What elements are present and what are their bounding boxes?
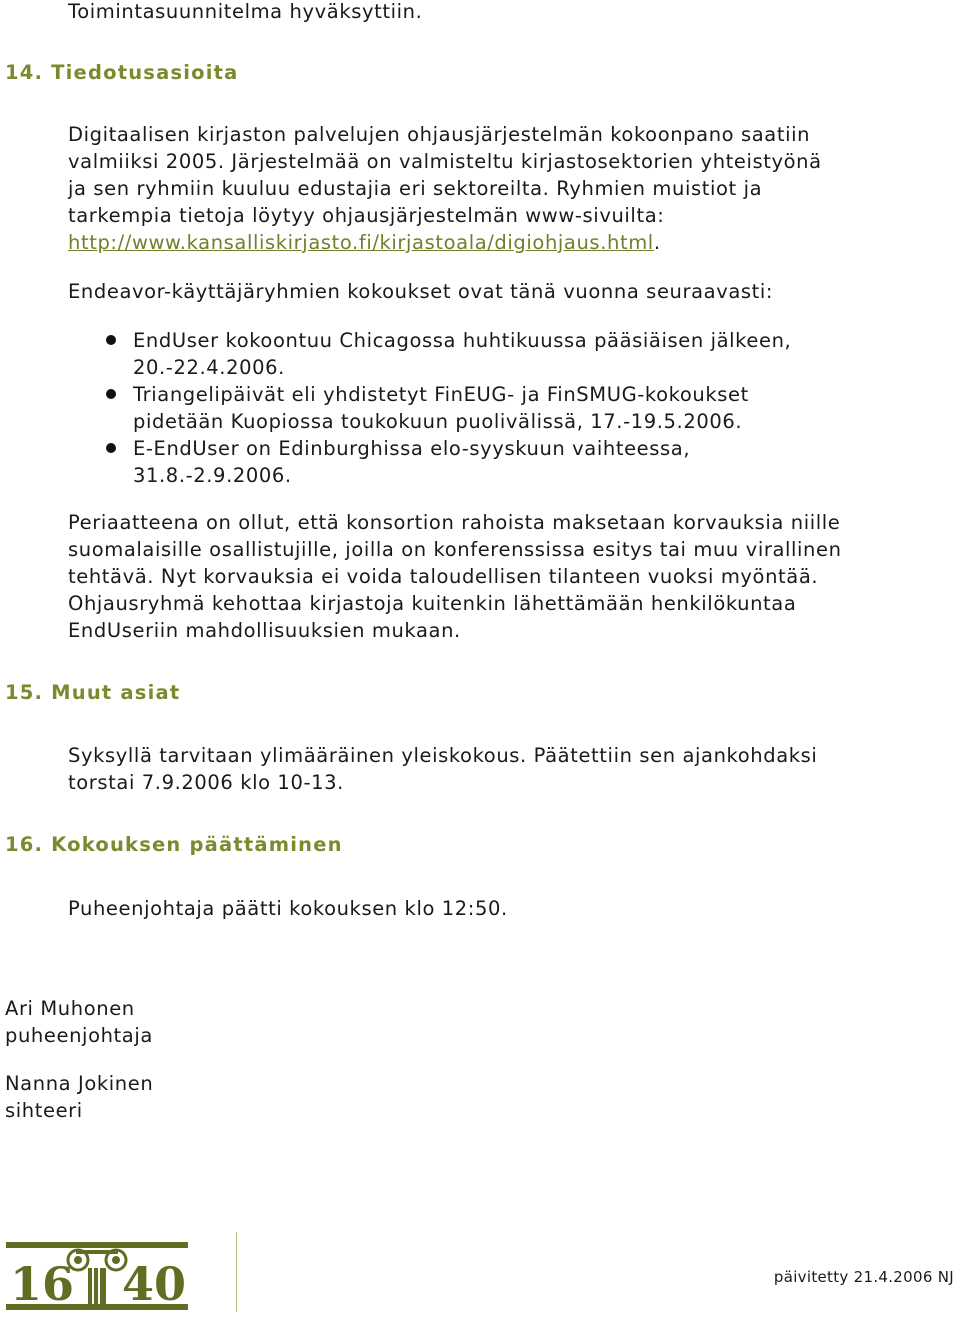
list-item [133,435,791,489]
signature-role: sihteeri [5,1099,83,1122]
list-item [133,381,791,435]
paragraph-line: valmiiksi 2005. Järjestelmää on valmisteltu kirjastosektorien yhteistyönä [68,150,822,173]
list-item [133,327,791,381]
footer-divider [236,1232,237,1312]
footer-logo [6,1238,188,1312]
section-16-heading: 16. Kokouksen päättäminen [5,833,343,856]
paragraph-line: Puheenjohtaja päätti kokouksen klo 12:50. [68,897,508,920]
meeting-bullet-list [133,327,791,489]
section-14-heading: 14. Tiedotusasioita [5,61,239,84]
paragraph-line: EndUseriin mahdollisuuksien mukaan. [68,619,461,642]
bullet-icon [106,389,116,399]
link-suffix: . [653,231,661,254]
section-15-heading: 15. Muut asiat [5,681,181,704]
paragraph-line: Periaatteena on ollut, että konsortion rahoista maksetaan korvauksia niille [68,511,841,534]
section-14-paragraph-2: Endeavor-käyttäjäryhmien kokoukset ovat tänä vuonna seuraavasti: [68,280,774,303]
bullet-line: EndUser kokoontuu Chicagossa huhtikuussa pääsiäisen jälkeen, [133,329,792,352]
paragraph-line: suomalaisille osallistujille, joilla on konferenssissa esitys tai muu virallinen [68,538,842,561]
paragraph-line: tarkempia tietoja löytyy ohjausjärjestelmän www-sivuilta: [68,204,665,227]
digiohjaus-link[interactable]: http://www.kansalliskirjasto.fi/kirjastoala/digiohjaus.html [68,231,654,254]
top-continuation-text: Toimintasuunnitelma hyväksyttiin. [68,0,423,23]
signature-chair [5,995,153,1049]
footer-updated-text: päivitetty 21.4.2006 NJ [773,1268,954,1286]
svg-text:16: 16 [10,1257,75,1311]
paragraph-line: torstai 7.9.2006 klo 10-13. [68,771,344,794]
svg-text:40: 40 [122,1257,187,1311]
signature-role: puheenjohtaja [5,1024,153,1047]
bullet-line: 31.8.-2.9.2006. [133,464,292,487]
bullet-line: pidetään Kuopiossa toukokuun puolivälissä, 17.-19.5.2006. [133,410,743,433]
signature-name: Ari Muhonen [5,997,135,1020]
section-16-paragraph [68,895,508,922]
signature-secretary [5,1070,153,1124]
paragraph-line: Syksyllä tarvitaan ylimääräinen yleiskokous. Päätettiin sen ajankohdaksi [68,744,818,767]
paragraph-line: ja sen ryhmiin kuuluu edustajia eri sektoreilta. Ryhmien muistiot ja [68,177,763,200]
bullet-line: Triangelipäivät eli yhdistetyt FinEUG- ja FinSMUG-kokoukset [133,383,749,406]
signature-name: Nanna Jokinen [5,1072,154,1095]
bullet-line: E-EndUser on Edinburghissa elo-syyskuun vaihteessa, [133,437,691,460]
link-line [68,229,822,256]
bullet-line: 20.-22.4.2006. [133,356,285,379]
bullet-icon [106,335,116,345]
paragraph-line: Digitaalisen kirjaston palvelujen ohjausjärjestelmän kokoonpano saatiin [68,123,811,146]
section-14-paragraph-3 [68,509,842,644]
bullet-icon [106,443,116,453]
section-14-paragraph-1 [68,121,822,256]
section-15-paragraph [68,742,817,796]
paragraph-line: tehtävä. Nyt korvauksia ei voida taloudellisen tilanteen vuoksi myöntää. [68,565,819,588]
ionic-column-capital-logo-icon [6,1238,188,1312]
paragraph-line: Ohjausryhmä kehottaa kirjastoja kuitenkin lähettämään henkilökuntaa [68,592,797,615]
